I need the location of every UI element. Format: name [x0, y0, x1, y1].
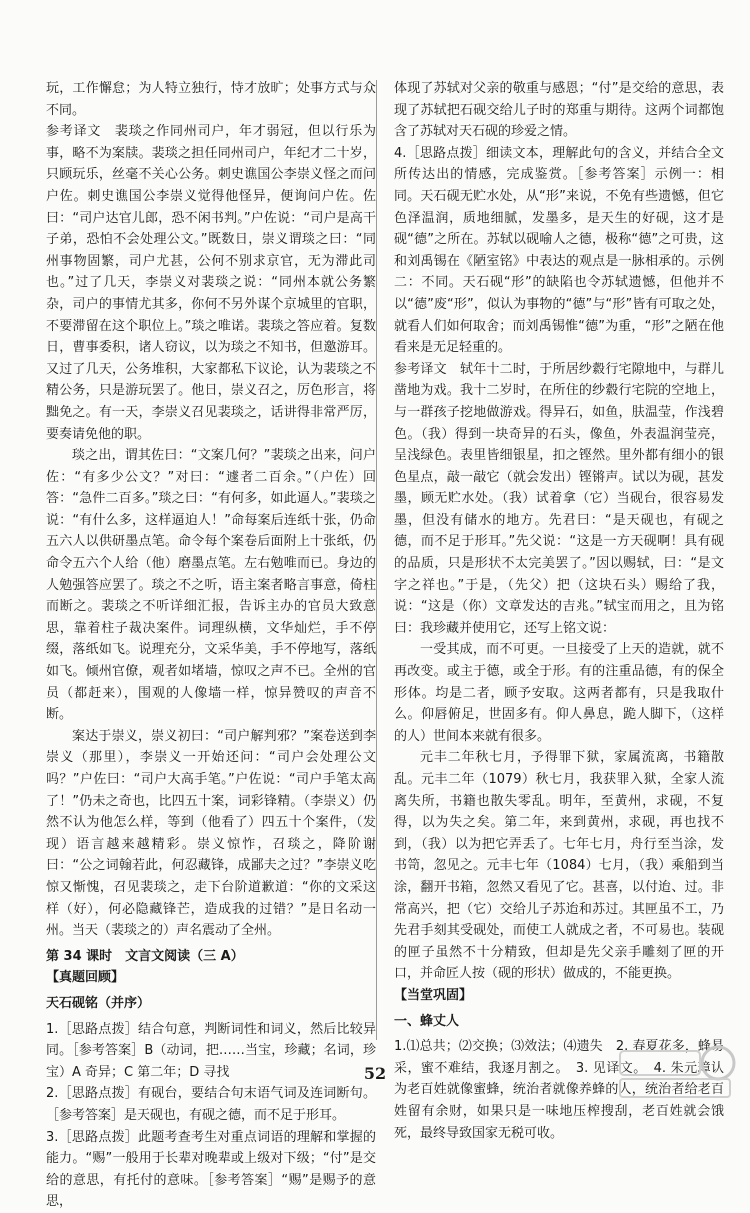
page-number: 52 — [363, 1064, 387, 1083]
translation-r2: 参考译文 轼年十二时，于所居纱縠行宅隙地中，与群儿凿地为戏。我十二岁时，在所住的纱縠行宅院的空地上，与一群孩子挖地做游戏。得异石，如鱼，肤温莹，作浅碧色。（我）得到一块奇异的石头，像鱼，外表温润莹亮，呈浅绿色。表里皆细银星，扣之铿然。里外都有细小的银色星点，敲一敲它（就会发出）铿锵声。试以为砚，甚发墨，顾无贮水处。（我）试着拿（它）当砚台，很容易发墨，但没有储水的地方。先君曰：“是天砚也，有砚之德，而不足于形耳。”先父说：“这是一方天砚啊！具有砚的品质，只是形状不太完美罢了。”因以赐轼，曰：“是文字之祥也。”于是，（先父）把（这块石头）赐给了我，说：“这是（你）文章发达的吉兆。”轼宝而用之，且为铭曰：我珍藏并使用它，还写上铭文说： — [394, 361, 724, 636]
lesson-heading: 第 34 课时 文言文阅读（三 A） — [46, 948, 244, 964]
column-divider — [376, 80, 377, 1040]
answer-l9: 3.［思路点拨］此题考查考生对重点词语的理解和掌握的能力。“赐”一般用于长辈对晚辈或上级对下级；“付”是交给的意思，有托付的意味。［参考答案］“赐”是赐予的意思， — [46, 1129, 376, 1210]
text-r0: 体现了苏轼对父亲的敬重与感恩；“付”是交给的意思，表现了苏轼把石砚交给儿子时的郑重与期待。这两个词都饱含了苏轼对天石砚的珍爱之情。 — [394, 81, 724, 140]
answer-l7: 1.［思路点拨］结合句意，判断词性和词义，然后比较异同。［参考答案］B（动词，把……当宝，珍藏；名词，珍宝）A 奇异；C 第二年；D 寻找 — [46, 1021, 376, 1080]
translation-l1: 参考译文 裴琰之作同州司户，年才弱冠，但以行乐为事，略不为案牍。裴琰之担任同州司户，年纪才二十岁，只顾玩乐，丝毫不关心公务。刺史谯国公李崇义怪之而问户佐。刺史谯国公李崇义觉得他怪异，便询问户佐。佐曰：“司户达官儿郎，恐不闲书判。”户佐说：“司户是高干子弟，恐怕不会处理公文。”既数日，崇义谓琰之曰：“同州事物固繁，司户尤甚，公何不别求京官，无为滞此司也。”过了几天，李崇义对裴琰之说：“同州本就公务繁杂，司户的事情尤其多，你何不另外谋个京城里的官职，不要滞留在这个职位上。”琰之唯诺。裴琰之答应着。复数日，曹事委积，诸人窃议，以为琰之不知书，但邀游耳。又过了几天，公务堆积，大家都私下议论，认为裴琰之不精公务，只是游玩罢了。他日，崇义召之，厉色形言，将黜免之。有一天，李崇义召见裴琰之，话讲得非常严厉，要奏请免他的职。 — [46, 124, 376, 442]
answer-r1: 4.［思路点拨］细读文本，理解此句的含义，并结合全文所传达出的情感，完成鉴赏。［参考答案］示例一：相同。天石砚无贮水处，从“形”来说，不免有些遗憾，但它色泽温润，质地细腻，发墨多，是天生的好砚，这才是砚“德”之所在。苏轼以砚喻人之德，极称“德”之可贵，这和刘禹锡在《陋室铭》中表达的观点是一脉相承的。示例二：不同。天石砚“形”的缺陷也令苏轼遗憾，但他并不以“德”废“形”，似认为事物的“德”与“形”皆有可取之处，就看人们如何取舍；而刘禹锡惟“德”为重，“形”之陋在他看来是无足轻重的。 — [394, 145, 724, 356]
text-title-fengzhangren: 一、蜂丈人 — [394, 1013, 460, 1029]
right-column — [394, 78, 724, 1144]
answer-l8: 2.［思路点拨］有砚台，要结合句末语气词及连词断句。［参考答案］是天砚也，有砚之德，而不足于形耳。 — [46, 1086, 376, 1123]
answer-r7: 1.⑴总共；⑵交换；⑶效法；⑷遗失 2. 春夏花多，蜂易采，蜜不难结，我逐月割之。 3. 见译文。 4. 朱元璋认为老百姓就像蜜蜂，统治者就像养蜂的人，统治者给老百姓留有余财，如果只是一味地压榨搜刮，老百姓就会饿死，最终导致国家无税可收。 — [394, 1039, 724, 1141]
text-title-tianshiyanming: 天石砚铭（并序） — [46, 995, 151, 1011]
translation-r4: 元丰二年秋七月，予得罪下狱，家属流离，书籍散乱。元丰二年（1079）秋七月，我获罪入狱，全家人流离失所，书籍也散失零乱。明年，至黄州，求砚，不复得，以为失之矣。第二年，来到黄州，求砚，再也找不到，（我）以为把它弄丢了。七年七月，舟行至当涂，发书笥，忽见之。元丰七年（1084）七月，（我）乘船到当涂，翻开书箱，忽然又看见了它。甚喜，以付迨、过。非常高兴，把（它）交给儿子苏迨和苏过。其匣虽不工，乃先君手刻其受砚处，而使工人就成之者，不可易也。装砚的匣子虽然不十分精致，但却是先父亲手雕刻了匣的开口，并命匠人按（砚的形状）做成的，不能更换。 — [394, 750, 724, 982]
section-heading-review: 【真题回顾】 — [46, 970, 125, 986]
translation-l3: 案达于崇义，崇义初曰：“司户解判邪？”案卷送到李崇义（那里），李崇义一开始还问：“司户会处理公文吗？”户佐曰：“司户大高手笔。”户佐说：“司户手笔太高了！”仍未之奇也，比四五十案，词彩锋精。（李崇义）仍然不认为他怎么样，等到（他看了）四五十个案件，（发现）语言越来越精彩。崇义惊怍，召琰之，降阶谢曰：“公之词翰若此，何忍藏锋，成鄙夫之过？”李崇义吃惊又惭愧，召见裴琰之，走下台阶道歉道：“你的文采这样（好），何必隐藏锋芒，造成我的过错？”是日名动一州。当天（裴琰之的）声名震动了全州。 — [46, 728, 376, 939]
watermark-logo — [610, 1041, 740, 1103]
inscription-r3: 一受其成，而不可更。一旦接受了上天的造就，就不再改变。或主于德，或全于形。有的注重品德，有的保全形体。均是二者，顾予安取。这两者都有，只是我取什么。仰唇俯足，世固多有。仰人鼻息，跪人脚下，（这样的人）世间本来就有很多。 — [394, 642, 724, 744]
section-heading-practice: 【当堂巩固】 — [394, 987, 473, 1003]
translation-l2: 琰之出，谓其佐曰：“文案几何？”裴琰之出来，问户佐：“有多少公文？”对曰：“遽者二百余。”（户佐）回答：“急件二百多。”琰之曰：“有何多，如此逼人。”裴琰之说：“有什么多，这样逼迫人！”命每案后连纸十张，仍命五六人以供研墨点笔。命令每个案卷后面附上十张纸，仍命令五六个人给（他）磨墨点笔。左右勉唯而已。身边的人勉强答应罢了。琰之不之听，语主案者略言事意，倚柱而断之。裴琰之不听详细汇报，告诉主办的官员大致意思，靠着柱子裁决案件。词理纵横，文华灿烂，手不停缀，落纸如飞。说理充分，文采华美，手不停地写，落纸如飞。倾州官僚，观者如堵墙，惊叹之声不已。全州的官员（都赶来），围观的人像墙一样，惊异赞叹的声音不断。 — [46, 448, 376, 723]
text-l0: 玩，工作懈怠；为人特立独行，恃才放旷；处事方式与众不同。 — [46, 81, 376, 118]
left-column — [46, 78, 376, 1213]
